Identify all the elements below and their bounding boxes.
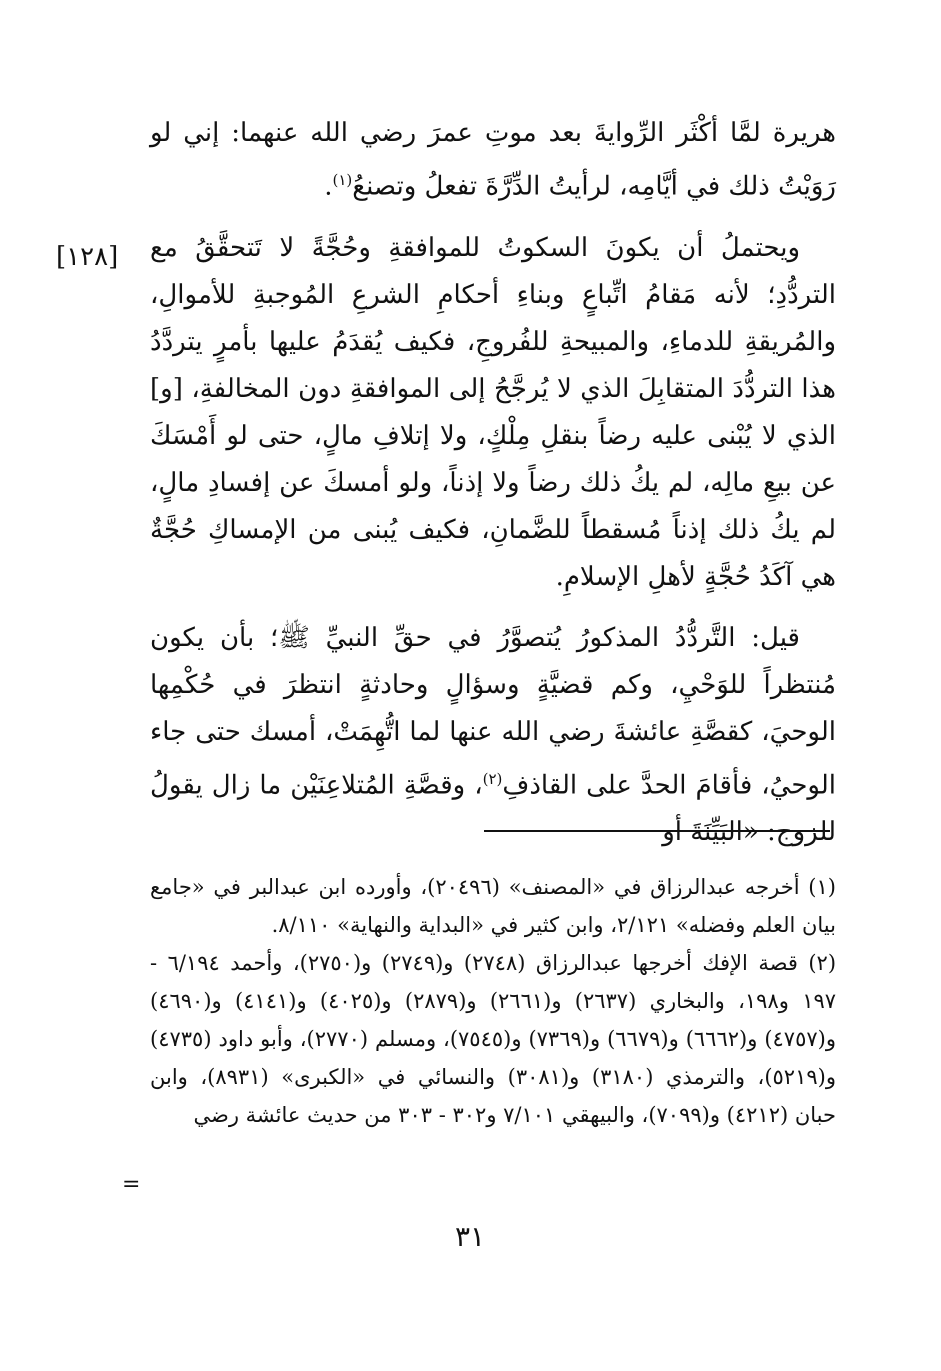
paragraph-1	[150, 110, 836, 211]
paragraph-1-text: هريرة لمَّا أكْثَر الرِّوايةَ بعد موتِ عمرَ رضي الله عنهما: إني لو رَوَيْتُ ذلك في أيَّامِه، لرأيتُ الدِّرَّةَ تفعلُ وتصنعُ	[150, 118, 836, 202]
page-number: ٣١	[454, 1220, 486, 1253]
paragraph-1-end: .	[324, 171, 333, 202]
paragraph-2	[150, 225, 836, 601]
footnote-1: (١) أخرجه عبدالرزاق في «المصنف» (٢٠٤٩٦)، وأورده ابن عبدالبر في «جامع بيان العلم وفضله» ٢/١٢١، وابن كثير في «البداية والنهاية» ٨/١١٠.	[150, 875, 836, 937]
footnote-separator	[484, 830, 830, 832]
continuation-mark: =	[122, 1172, 141, 1197]
marginal-page-marker: [١٢٨]	[56, 242, 119, 272]
footnote-2: (٢) قصة الإفك أخرجها عبدالرزاق (٢٧٤٨) و(٢٧٤٩) و(٢٧٥٠)، وأحمد ٦/١٩٤ - ١٩٧ و١٩٨، والبخاري (٢٦٣٧) و(٢٦٦١) و(٢٨٧٩) و(٤٠٢٥) و(٤١٤١) و(٤٦٩٠) و(٤٧٥٧) و(٦٦٦٢) و(٦٦٧٩) و(٧٣٦٩) و(٧٥٤٥)، ومسلم (٢٧٧٠)، وأبو داود (٤٧٣٥) و(٥٢١٩)، والترمذي (٣١٨٠) و(٣٠٨١) والنسائي في «الكبرى» (٨٩٣١)، وابن حبان (٤٢١٢) و(٧٠٩٩)، والبيهقي ٧/١٠١ و٣٠٢ - ٣٠٣ من حديث عائشة رضي	[150, 951, 837, 1127]
paragraph-3	[150, 615, 836, 857]
footnote-ref-1[interactable]: (١)	[332, 171, 353, 189]
footnotes	[150, 868, 836, 1134]
paragraph-2-text: ويحتملُ أن يكونَ السكوتُ للموافقةِ وحُجَّةً لا تَتحقَّقُ مع التردُّدِ؛ لأنه مَقامُ اتِّباعٍ وبناءِ أحكامِ الشرعِ المُوجبةِ للأموالِ، والمُريقةِ للدماءِ، والمبيحةِ للفُروجِ، فكيف يُقدَمُ عليها بأمرٍ يتردَّدُ هذا التردُّدَ المتقابِلَ الذي لا يُرجَّحُ إلى الموافقةِ دون المخالفةِ، [و] الذي لا يُبْنى عليه رضاً بنقلِ مِلْكٍ، ولا إتلافِ مالٍ، حتى لو أَمْسَكَ عن بيعِ مالِه، لم يكُ ذلك رضاً ولا إذناً، ولو أمسكَ عن إفسادِ مالٍ، لم يكُ ذلك إذناً مُسقطاً للضَّمانِ، فكيف يُبنى من الإمساكِ حُجَّةٌ هي آكَدُ حُجَّةٍ لأهلِ الإسلامِ.	[150, 232, 836, 592]
paragraph-3-text-b: ، وقصَّةِ المُتلاعِنَيْن ما زال يقولُ للزوج: «البَيِّنَةَ أو	[150, 770, 836, 848]
footnote-ref-2[interactable]: (٢)	[482, 769, 503, 788]
main-text	[150, 110, 836, 856]
paragraph-3-text-a: قيل: التَّردُّدُ المذكورُ يُتصوَّرُ في حقِّ النبيِّ ﷺ؛ بأن يكون مُنتظراً للوَحْيِ، وكم قضيَّةٍ وسؤالٍ وحادثةٍ انتظرَ في حُكْمِها الوحيَ، كقصَّةِ عائشةَ رضي الله عنها لما اتُّهِمَتْ، أمسك حتى جاء الوحيُ، فأقامَ الحدَّ على القاذفِ	[150, 622, 837, 801]
